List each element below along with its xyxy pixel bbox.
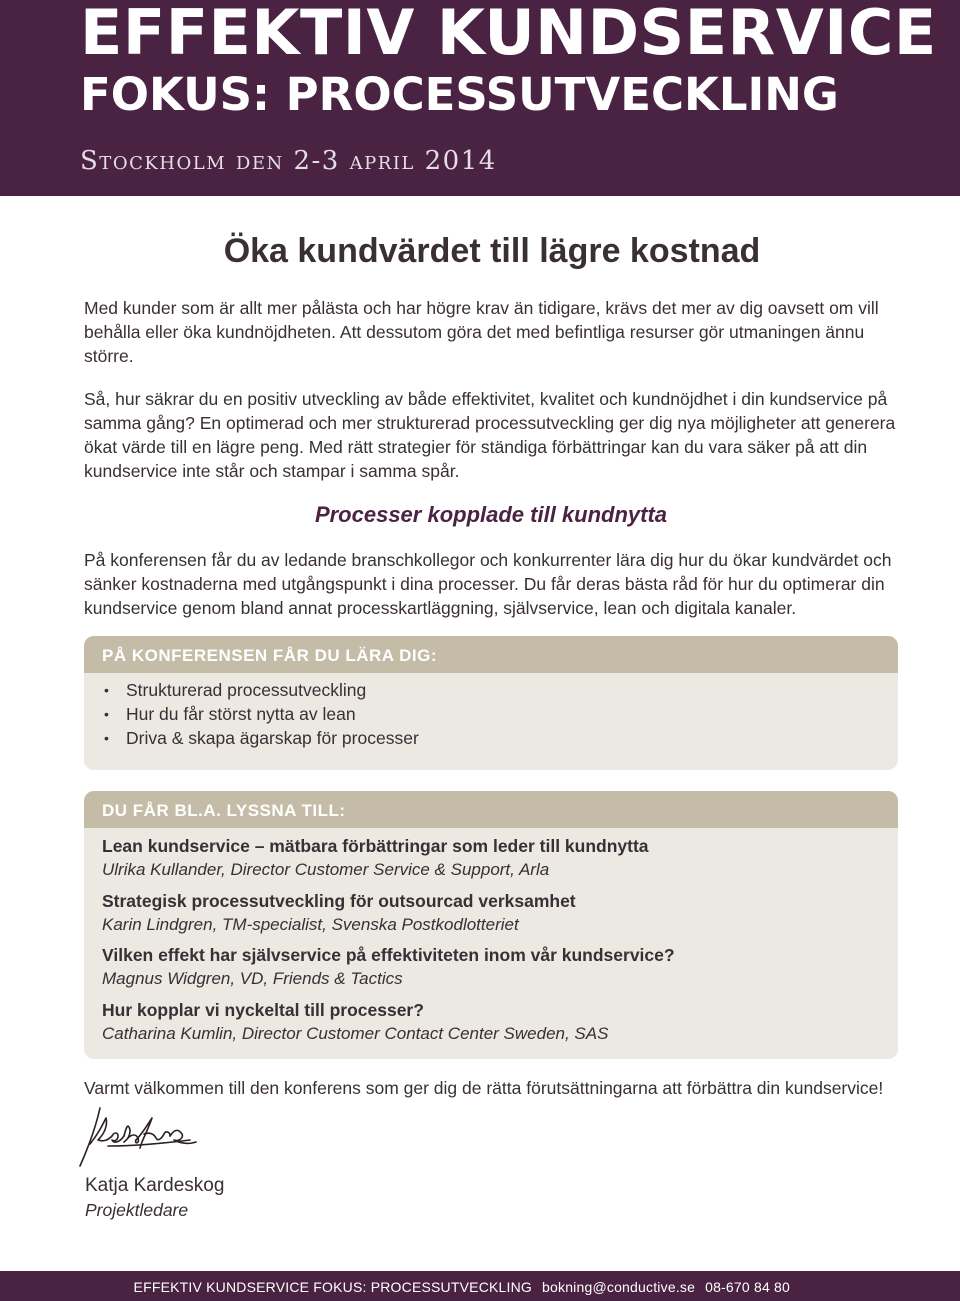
talk-speaker: Ulrika Kullander, Director Customer Service & Support, Arla [102, 860, 550, 879]
title-line2: FOKUS: PROCESSUTVECKLING [80, 68, 839, 121]
talk-title: Vilken effekt har självservice på effektiviteten inom vår kundservice? [102, 945, 675, 965]
talk-item [102, 998, 882, 1046]
footer-email-link[interactable]: bokning@conductive.se [542, 1279, 696, 1295]
speakers-box [84, 791, 898, 1059]
intro-paragraph-1: Med kunder som är allt mer pålästa och har högre krav än tidigare, krävs det mer av dig oavsett om vill behålla eller öka kundnöjdheten. Att dessutom göra det med befintliga resurser gör utmaningen ännu större. [84, 298, 879, 366]
list-item [102, 678, 419, 702]
talk-speaker: Catharina Kumlin, Director Customer Contact Center Sweden, SAS [102, 1023, 609, 1043]
talk-speaker: Magnus Widgren, VD, Friends & Tactics [102, 969, 403, 988]
signer-role: Projektledare [85, 1200, 189, 1220]
welcome-text: Varmt välkommen till den konferens som ger dig de rätta förutsättningarna att förbättra din kundservice! [84, 1078, 884, 1098]
footer-text [124, 1279, 790, 1295]
header-banner [0, 0, 960, 196]
talk-title: Hur kopplar vi nyckeltal till processer? [102, 999, 424, 1020]
list-item [102, 702, 419, 726]
title-line1: EFFEKTIV KUNDSERVICE [80, 0, 937, 69]
footer-phone: 08-670 84 80 [705, 1279, 790, 1295]
learn-box [84, 636, 898, 770]
speakers-box-heading: DU FÅR BL.A. LYSSNA TILL: [84, 791, 898, 828]
list-item-text: Hur du får störst nytta av lean [126, 704, 356, 724]
learn-box-heading: PÅ KONFERENSEN FÅR DU LÄRA DIG: [84, 636, 898, 673]
talk-item [102, 943, 882, 991]
footer-title: EFFEKTIV KUNDSERVICE FOKUS: PROCESSUTVECKLING [133, 1279, 533, 1295]
section-paragraph: På konferensen får du av ledande branschkollegor och konkurrenter lära dig hur du ökar kundvärdet och sänker kostnaderna med utgångspunkt i dina processer. Du får deras bästa råd för hur du optimerar din kundservice genom bland annat processkartläggning, självservice, lean och digitala kanaler. [84, 550, 892, 618]
talk-item [102, 834, 882, 882]
talk-speaker: Karin Lindgren, TM-specialist, Svenska Postkodlotteriet [102, 914, 519, 934]
bullet-icon: • [104, 706, 109, 722]
intro-paragraph-2: Så, hur säkrar du en positiv utveckling av både effektivitet, kvalitet och kundnöjdhet i din kundservice på samma gång? En optimerad och mer strukturerad processutveckling ger dig nya möjligheter att generera ökat värde till en lägre peng. Med rätt strategier för ständiga förbättringar kan du vara säker på att din kundservice inte står och stampar i samma spår. [84, 389, 896, 481]
intro-heading: Öka kundvärdet till lägre kostnad [223, 232, 761, 270]
bullet-icon: • [104, 682, 109, 698]
talk-title: Strategisk processutveckling för outsourcad verksamhet [102, 890, 576, 911]
list-item [102, 726, 419, 750]
bullet-icon: • [104, 730, 109, 746]
event-date-location: Stockholm den 2-3 april 2014 [80, 146, 497, 176]
footer-bar [0, 1271, 960, 1301]
talk-title: Lean kundservice – mätbara förbättringar som leder till kundnytta [102, 836, 649, 856]
signer-name: Katja Kardeskog [85, 1175, 225, 1196]
section-heading: Processer kopplade till kundnytta [314, 502, 668, 527]
list-item-text: Strukturerad processutveckling [126, 680, 367, 700]
talk-list [102, 834, 882, 1052]
list-item-text: Driva & skapa ägarskap för processer [126, 728, 419, 748]
signature-image [78, 1104, 198, 1174]
learn-list [102, 678, 419, 750]
talk-item [102, 889, 882, 937]
